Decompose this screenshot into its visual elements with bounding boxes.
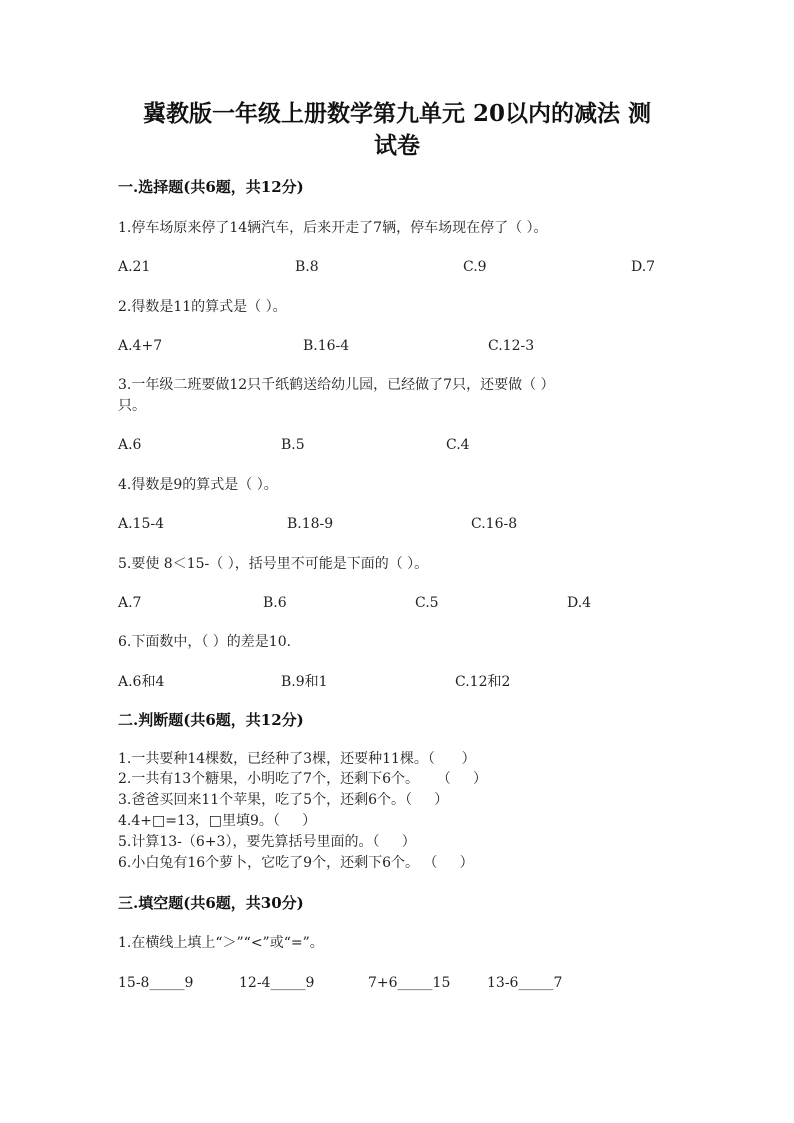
choice-q3-option-b: B.5 [281,437,305,453]
judge-item-5: 5.计算13-（6+3），要先算括号里面的。（ ） [118,834,416,850]
judge-item-3: 3.爸爸买回来11个苹果，吃了5个，还剩6个。（ ） [118,792,449,808]
choice-q2-option-c: C.12-3 [488,338,535,354]
choice-q1-option-a: A.21 [118,259,151,275]
choice-q1-option-c: C.9 [463,259,487,275]
choice-q1-option-b: B.8 [295,259,319,275]
choice-q1-option-d: D.7 [631,259,656,275]
choice-q4-option-a: A.15-4 [118,516,165,532]
choice-q4-option-b: B.18-9 [287,516,334,532]
judge-item-2: 2.一共有13个糖果，小明吃了7个，还剩下6个。 （ ） [118,771,488,787]
fill-item-1: 15-8_____9 [118,975,194,991]
fill-item-4: 13-6_____7 [487,975,563,991]
section-heading-fill: 三.填空题(共6题，共30分) [118,894,304,912]
choice-q5-option-a: A.7 [118,595,142,611]
choice-question-6: 6.下面数中，（ ）的差是10. [118,634,292,650]
choice-q4-option-c: C.16-8 [471,516,518,532]
choice-q2-option-b: B.16-4 [303,338,350,354]
choice-q5-option-d: D.4 [567,595,592,611]
choice-q6-option-a: A.6和4 [118,674,165,690]
choice-q5-option-c: C.5 [415,595,439,611]
choice-q6-option-b: B.9和1 [281,674,328,690]
choice-question-2: 2.得数是11的算式是（ ）。 [118,299,287,315]
fill-item-3: 7+6_____15 [368,975,451,991]
fill-question-1: 1.在横线上填上“＞”“<”或“=”。 [118,935,324,951]
section-heading-judge: 二.判断题(共6题，共12分) [118,711,304,729]
choice-q2-option-a: A.4+7 [118,338,163,354]
page-title-line2: 试卷 [374,132,420,159]
choice-q6-option-c: C.12和2 [455,674,511,690]
choice-question-3-line1: 3.一年级二班要做12只千纸鹤送给幼儿园，已经做了7只，还要做（ ） [118,377,555,393]
choice-q5-option-b: B.6 [263,595,287,611]
judge-item-6: 6.小白兔有16个萝卜，它吃了9个，还剩下6个。 （ ） [118,855,474,871]
choice-question-1: 1.停车场原来停了14辆汽车，后来开走了7辆，停车场现在停了（ ）。 [118,220,548,236]
choice-q3-option-c: C.4 [446,437,470,453]
choice-question-4: 4.得数是9的算式是（ ）。 [118,477,278,493]
page-title-line1: 冀教版一年级上册数学第九单元 20以内的减法 测 [142,100,652,127]
fill-item-2: 12-4_____9 [239,975,315,991]
judge-item-1: 1.一共要种14棵数，已经种了3棵，还要种11棵。（ ） [118,751,476,767]
judge-item-4: 4.4+□=13，□里填9。（ ） [118,813,317,829]
choice-question-5: 5.要使 8＜15-（ ），括号里不可能是下面的（ ）。 [118,556,429,572]
section-heading-choice: 一.选择题(共6题，共12分) [118,178,304,196]
choice-question-3-line2: 只。 [118,398,146,414]
choice-q3-option-a: A.6 [118,437,142,453]
